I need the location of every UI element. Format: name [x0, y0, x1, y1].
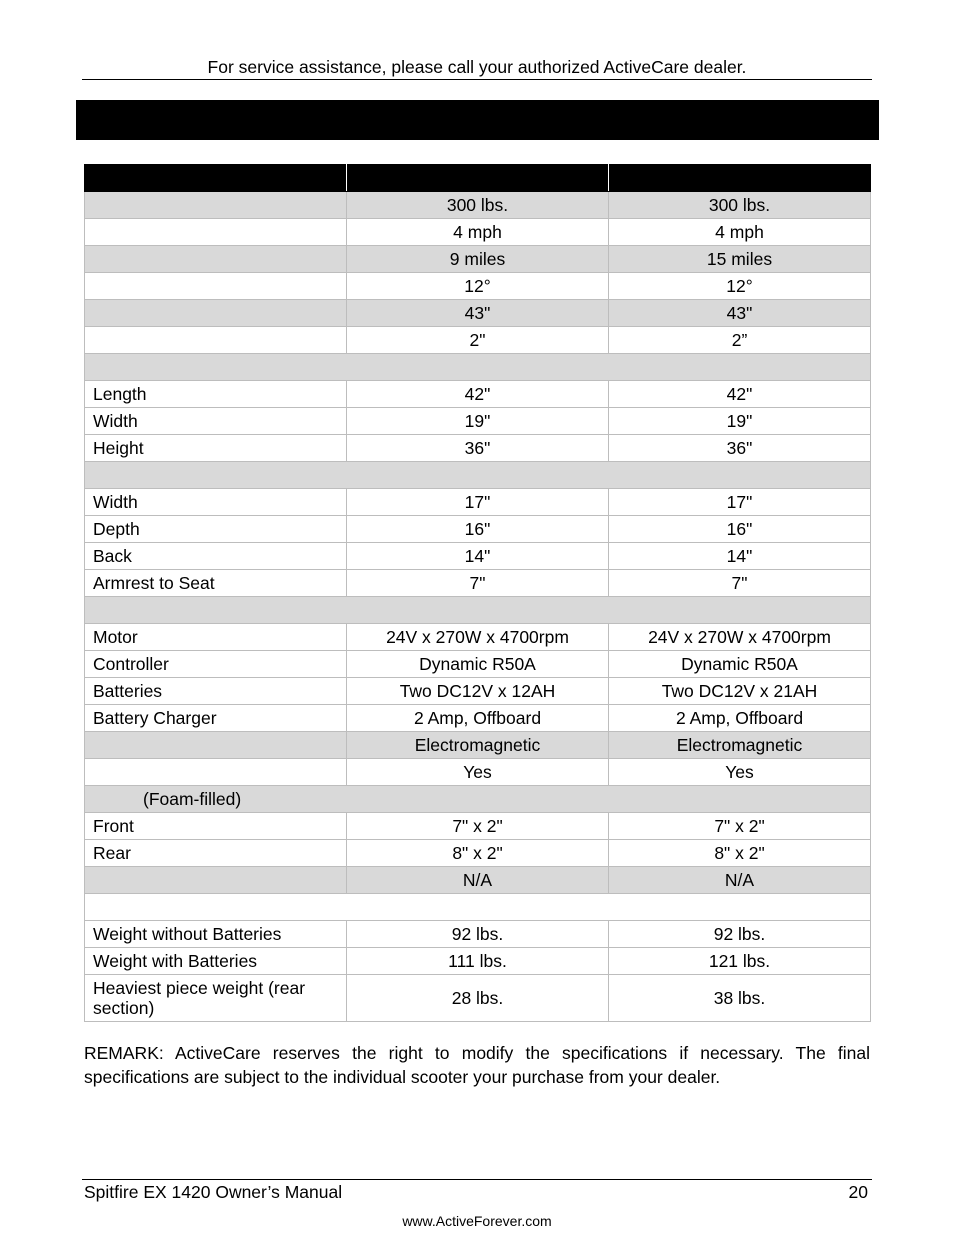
model-b-value-cell: 4 mph: [609, 219, 871, 246]
model-b-value-cell: 92 lbs.: [609, 921, 871, 948]
manual-title: Spitfire EX 1420 Owner’s Manual: [84, 1182, 343, 1202]
table-row: [85, 327, 871, 354]
header-divider: [82, 79, 872, 80]
table-row: [85, 435, 871, 462]
model-a-value-cell: Electromagnetic: [347, 732, 609, 759]
model-a-value-cell: 7": [347, 570, 609, 597]
model-b-value-cell: 300 lbs.: [609, 192, 871, 219]
model-b-value-cell: 43": [609, 300, 871, 327]
model-b-value-cell: Two DC12V x 21AH: [609, 678, 871, 705]
website-url: www.ActiveForever.com: [402, 1213, 552, 1229]
model-a-value-cell: 36": [347, 435, 609, 462]
table-section-row: [85, 786, 871, 813]
table-row: [85, 300, 871, 327]
footer-divider: [82, 1179, 872, 1180]
table-row: [85, 651, 871, 678]
model-a-value-cell: 28 lbs.: [347, 975, 609, 1022]
model-a-value-cell: 92 lbs.: [347, 921, 609, 948]
model-b-value-cell: 36": [609, 435, 871, 462]
spec-label-cell: Battery Charger: [85, 705, 347, 732]
spec-label-cell: Batteries: [85, 678, 347, 705]
table-row: [85, 678, 871, 705]
model-a-value-cell: 16": [347, 516, 609, 543]
model-b-value-cell: Dynamic R50A: [609, 651, 871, 678]
model-a-value-cell: N/A: [347, 867, 609, 894]
model-a-value-cell: 12°: [347, 273, 609, 300]
model-a-value-cell: 4 mph: [347, 219, 609, 246]
section-label: [85, 354, 871, 381]
spec-label-cell: [85, 732, 347, 759]
table-header-row: [85, 165, 871, 192]
table-row: [85, 867, 871, 894]
table-row: [85, 543, 871, 570]
table-row: [85, 759, 871, 786]
model-b-value-cell: 38 lbs.: [609, 975, 871, 1022]
model-a-value-cell: Dynamic R50A: [347, 651, 609, 678]
table-row: [85, 705, 871, 732]
model-b-value-cell: 17": [609, 489, 871, 516]
table-section-row: [85, 462, 871, 489]
section-label: [85, 462, 871, 489]
spec-label-cell: Width: [85, 489, 347, 516]
spec-label-cell: Armrest to Seat: [85, 570, 347, 597]
table-row: [85, 246, 871, 273]
model-a-value-cell: 9 miles: [347, 246, 609, 273]
table-row: [85, 975, 871, 1022]
model-b-value-cell: 121 lbs.: [609, 948, 871, 975]
model-a-value-cell: 24V x 270W x 4700rpm: [347, 624, 609, 651]
model-b-value-cell: Electromagnetic: [609, 732, 871, 759]
model-b-value-cell: 7" x 2": [609, 813, 871, 840]
model-a-value-cell: 19": [347, 408, 609, 435]
model-a-value-cell: 300 lbs.: [347, 192, 609, 219]
model-b-value-cell: 42": [609, 381, 871, 408]
model-a-value-cell: 2 Amp, Offboard: [347, 705, 609, 732]
model-b-value-cell: 16": [609, 516, 871, 543]
spec-label-cell: Weight with Batteries: [85, 948, 347, 975]
model-a-value-cell: Yes: [347, 759, 609, 786]
table-row: [85, 219, 871, 246]
model-b-value-cell: 14": [609, 543, 871, 570]
model-b-value-cell: Yes: [609, 759, 871, 786]
model-b-value-cell: 15 miles: [609, 246, 871, 273]
header-cell-model-a: [347, 165, 609, 192]
spec-label-cell: Depth: [85, 516, 347, 543]
spec-label-cell: Height: [85, 435, 347, 462]
model-b-value-cell: 2”: [609, 327, 871, 354]
page-number: 20: [848, 1182, 868, 1202]
table-row: [85, 921, 871, 948]
table-row: [85, 570, 871, 597]
table-row: [85, 192, 871, 219]
model-b-value-cell: 19": [609, 408, 871, 435]
section-label: [85, 894, 871, 921]
spec-label-cell: [85, 192, 347, 219]
table-section-row: [85, 354, 871, 381]
table-row: [85, 408, 871, 435]
model-b-value-cell: 2 Amp, Offboard: [609, 705, 871, 732]
model-a-value-cell: 8" x 2": [347, 840, 609, 867]
table-row: [85, 948, 871, 975]
model-b-value-cell: N/A: [609, 867, 871, 894]
spec-label-cell: [85, 867, 347, 894]
model-a-value-cell: 42": [347, 381, 609, 408]
spec-label-cell: Length: [85, 381, 347, 408]
section-label: [85, 597, 871, 624]
spec-label-cell: Weight without Batteries: [85, 921, 347, 948]
model-b-value-cell: 12°: [609, 273, 871, 300]
table-section-row: [85, 597, 871, 624]
table-body: [85, 192, 871, 1022]
spec-label-cell: Heaviest piece weight (rear section): [85, 975, 347, 1022]
table-row: [85, 624, 871, 651]
table-row: [85, 273, 871, 300]
table-row: [85, 489, 871, 516]
spec-label-cell: Back: [85, 543, 347, 570]
section-label: (Foam-filled): [85, 786, 871, 813]
spec-label-cell: Front: [85, 813, 347, 840]
model-b-value-cell: 8" x 2": [609, 840, 871, 867]
table-section-row: [85, 894, 871, 921]
spec-label-cell: [85, 759, 347, 786]
model-a-value-cell: 17": [347, 489, 609, 516]
section-title-banner: [76, 100, 879, 140]
spec-label-cell: [85, 219, 347, 246]
model-a-value-cell: 7" x 2": [347, 813, 609, 840]
table-row: [85, 732, 871, 759]
model-a-value-cell: 111 lbs.: [347, 948, 609, 975]
model-a-value-cell: 43": [347, 300, 609, 327]
table-row: [85, 840, 871, 867]
spec-label-cell: [85, 246, 347, 273]
spec-label-cell: Motor: [85, 624, 347, 651]
spec-label-cell: Controller: [85, 651, 347, 678]
remark-paragraph: REMARK: ActiveCare reserves the right to modify the specifications if necessary. The final specifications are subject to the individual scooter your purchase from your dealer.: [84, 1043, 870, 1087]
spec-label-cell: [85, 327, 347, 354]
table-row: [85, 381, 871, 408]
model-b-value-cell: 24V x 270W x 4700rpm: [609, 624, 871, 651]
specifications-table: [84, 164, 871, 1022]
model-a-value-cell: 14": [347, 543, 609, 570]
model-a-value-cell: Two DC12V x 12AH: [347, 678, 609, 705]
spec-label-cell: [85, 300, 347, 327]
header-notice: For service assistance, please call your authorized ActiveCare dealer.: [207, 57, 747, 77]
model-b-value-cell: 7": [609, 570, 871, 597]
spec-label-cell: Width: [85, 408, 347, 435]
table-row: [85, 813, 871, 840]
spec-label-cell: Rear: [85, 840, 347, 867]
header-cell-model-b: [609, 165, 871, 192]
header-cell-spec: [85, 165, 347, 192]
table-row: [85, 516, 871, 543]
model-a-value-cell: 2": [347, 327, 609, 354]
spec-label-cell: [85, 273, 347, 300]
